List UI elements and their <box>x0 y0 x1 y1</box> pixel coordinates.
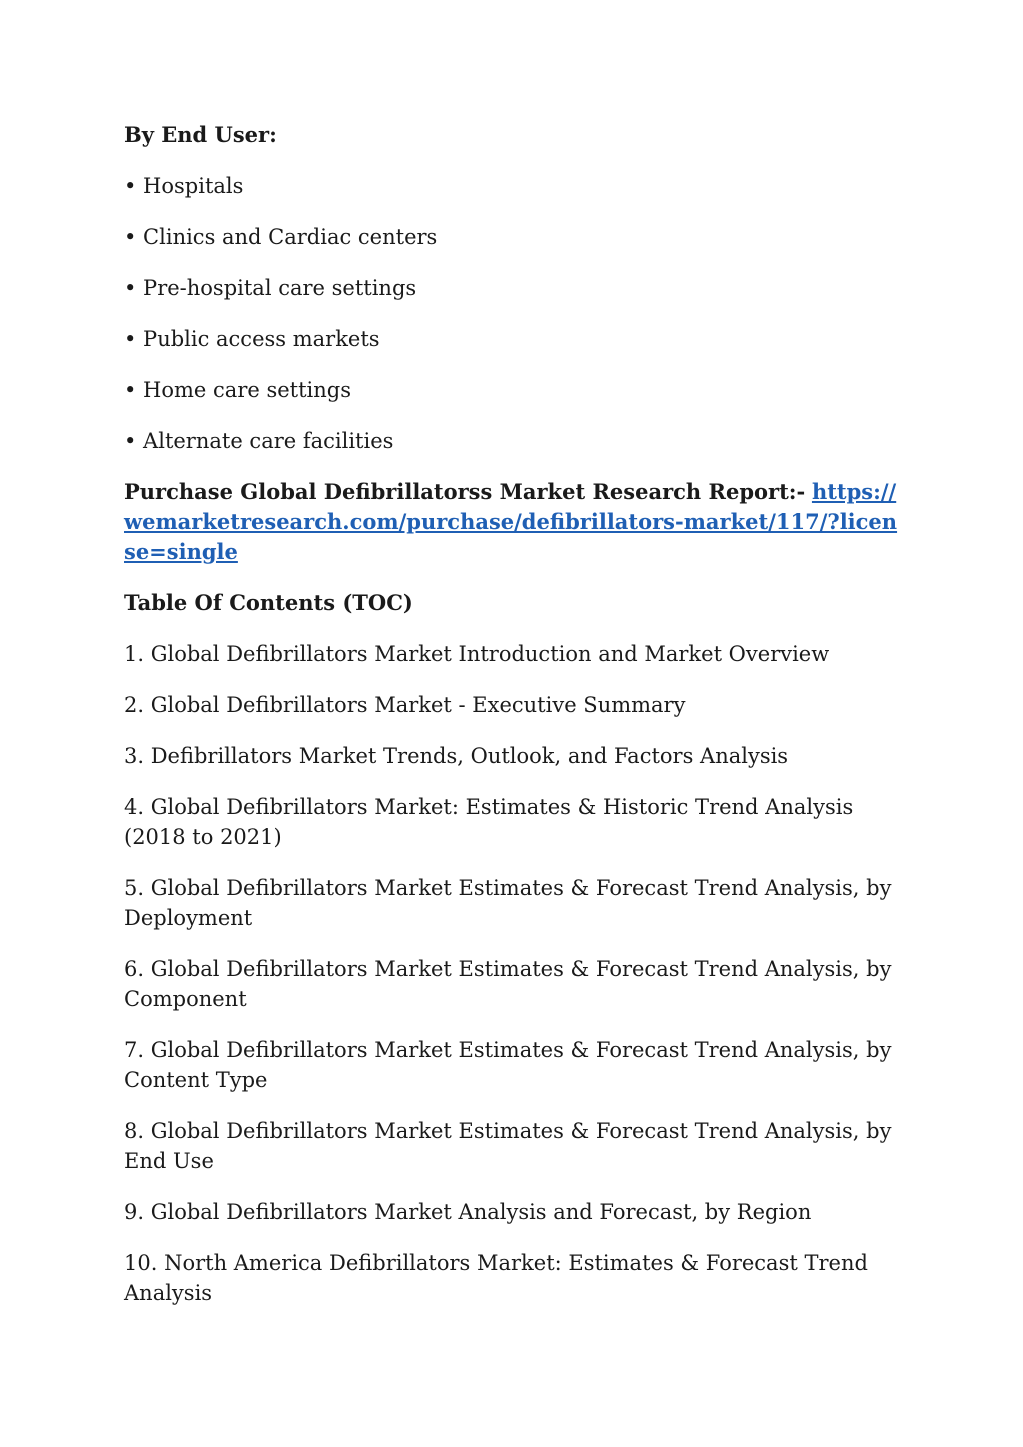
toc-item-2: 2. Global Defibrillators Market - Executive Summary <box>124 693 686 717</box>
end-user-item-alternate-care: • Alternate care facilities <box>124 429 394 453</box>
end-user-item-clinics: • Clinics and Cardiac centers <box>124 225 438 249</box>
end-user-item-public-access: • Public access markets <box>124 327 380 351</box>
toc-item-1: 1. Global Defibrillators Market Introduction and Market Overview <box>124 642 830 666</box>
purchase-label: Purchase Global Defibrillatorss Market Research Report:- <box>124 479 806 504</box>
end-user-item-hospitals: • Hospitals <box>124 174 244 198</box>
toc-item-9: 9. Global Defibrillators Market Analysis and Forecast, by Region <box>124 1200 812 1224</box>
toc-heading: Table Of Contents (TOC) <box>124 590 413 615</box>
purchase-paragraph <box>124 477 904 567</box>
end-user-item-home-care: • Home care settings <box>124 378 352 402</box>
toc-item-5: 5. Global Defibrillators Market Estimates & Forecast Trend Analysis, by Deployment <box>124 876 892 930</box>
toc-item-3: 3. Defibrillators Market Trends, Outlook, and Factors Analysis <box>124 744 789 768</box>
toc-item-6: 6. Global Defibrillators Market Estimates & Forecast Trend Analysis, by Component <box>124 957 892 1011</box>
toc-item-10: 10. North America Defibrillators Market: Estimates & Forecast Trend Analysis <box>124 1251 868 1305</box>
end-user-item-pre-hospital: • Pre-hospital care settings <box>124 276 417 300</box>
purchase-link[interactable]: https://wemarketresearch.com/purchase/defibrillators-market/117/?license=single <box>124 479 898 564</box>
end-user-heading: By End User: <box>124 122 277 147</box>
document-page <box>124 120 904 1329</box>
toc-item-4: 4. Global Defibrillators Market: Estimates & Historic Trend Analysis (2018 to 2021) <box>124 795 854 849</box>
toc-item-7: 7. Global Defibrillators Market Estimates & Forecast Trend Analysis, by Content Type <box>124 1038 892 1092</box>
toc-item-8: 8. Global Defibrillators Market Estimates & Forecast Trend Analysis, by End Use <box>124 1119 892 1173</box>
